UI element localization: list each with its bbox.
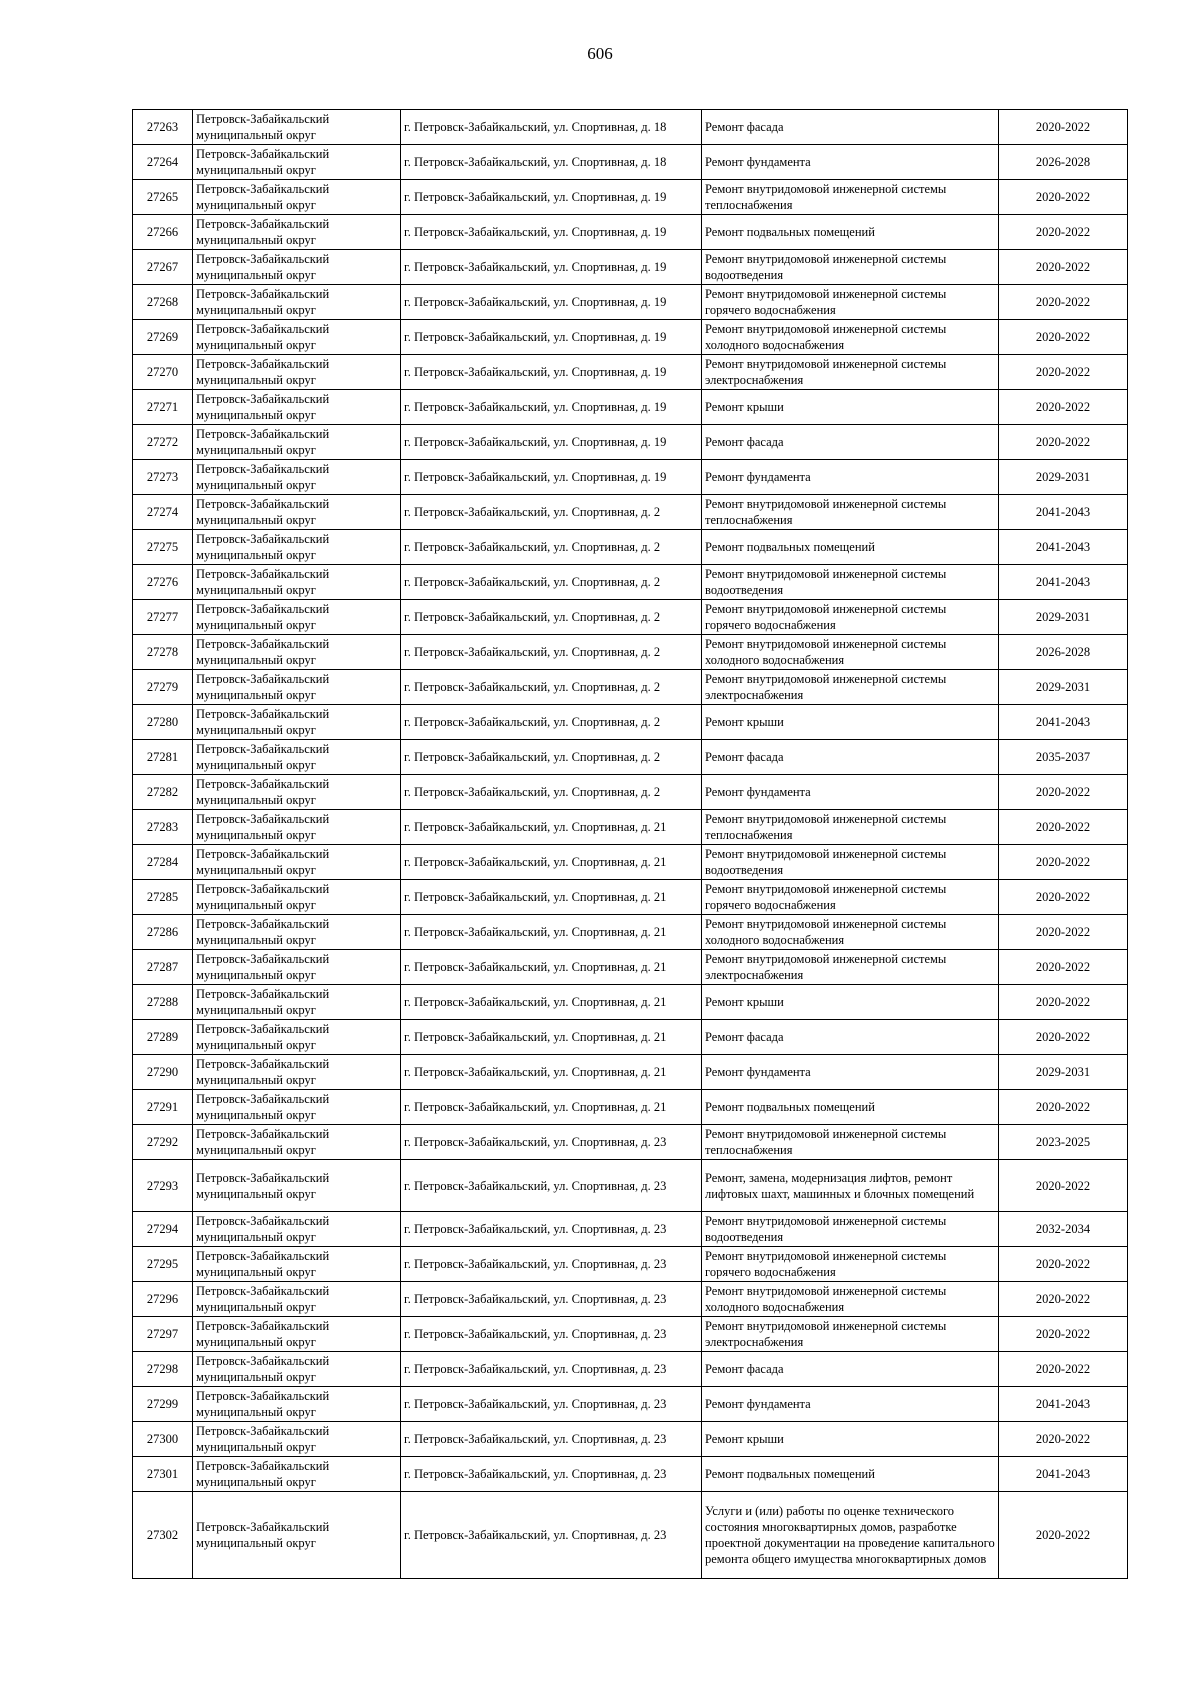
- district-cell: Петровск-Забайкальский муниципальный округ: [193, 1247, 401, 1282]
- period-cell: 2020-2022: [999, 1317, 1128, 1352]
- work-type-cell: Ремонт фасада: [702, 1020, 999, 1055]
- district-cell: Петровск-Забайкальский муниципальный округ: [193, 1352, 401, 1387]
- address-cell: г. Петровск-Забайкальский, ул. Спортивная, д. 2: [401, 670, 702, 705]
- address-cell: г. Петровск-Забайкальский, ул. Спортивная, д. 21: [401, 880, 702, 915]
- address-cell: г. Петровск-Забайкальский, ул. Спортивная, д. 23: [401, 1212, 702, 1247]
- table-row: [133, 1125, 1128, 1160]
- table-row: [133, 635, 1128, 670]
- district-cell: Петровск-Забайкальский муниципальный округ: [193, 1212, 401, 1247]
- table-row: [133, 320, 1128, 355]
- district-cell: Петровск-Забайкальский муниципальный округ: [193, 215, 401, 250]
- period-cell: 2020-2022: [999, 1020, 1128, 1055]
- period-cell: 2026-2028: [999, 635, 1128, 670]
- table-row: [133, 810, 1128, 845]
- work-type-cell: Ремонт внутридомовой инженерной системы теплоснабжения: [702, 495, 999, 530]
- work-type-cell: Ремонт подвальных помещений: [702, 215, 999, 250]
- row-number-cell: 27302: [133, 1492, 193, 1579]
- work-type-cell: Ремонт фундамента: [702, 460, 999, 495]
- district-cell: Петровск-Забайкальский муниципальный округ: [193, 425, 401, 460]
- work-type-cell: Ремонт внутридомовой инженерной системы холодного водоснабжения: [702, 915, 999, 950]
- work-type-cell: Ремонт внутридомовой инженерной системы горячего водоснабжения: [702, 1247, 999, 1282]
- address-cell: г. Петровск-Забайкальский, ул. Спортивная, д. 21: [401, 1090, 702, 1125]
- work-type-cell: Ремонт внутридомовой инженерной системы холодного водоснабжения: [702, 635, 999, 670]
- district-cell: Петровск-Забайкальский муниципальный округ: [193, 1317, 401, 1352]
- row-number-cell: 27281: [133, 740, 193, 775]
- work-type-cell: Ремонт фасада: [702, 1352, 999, 1387]
- period-cell: 2020-2022: [999, 775, 1128, 810]
- address-cell: г. Петровск-Забайкальский, ул. Спортивная, д. 2: [401, 635, 702, 670]
- district-cell: Петровск-Забайкальский муниципальный округ: [193, 810, 401, 845]
- row-number-cell: 27266: [133, 215, 193, 250]
- table-row: [133, 1055, 1128, 1090]
- address-cell: г. Петровск-Забайкальский, ул. Спортивная, д. 23: [401, 1387, 702, 1422]
- district-cell: Петровск-Забайкальский муниципальный округ: [193, 495, 401, 530]
- district-cell: Петровск-Забайкальский муниципальный округ: [193, 600, 401, 635]
- period-cell: 2020-2022: [999, 110, 1128, 145]
- table-row: [133, 1020, 1128, 1055]
- period-cell: 2041-2043: [999, 530, 1128, 565]
- work-type-cell: Ремонт подвальных помещений: [702, 1090, 999, 1125]
- period-cell: 2020-2022: [999, 285, 1128, 320]
- table-row: [133, 985, 1128, 1020]
- row-number-cell: 27267: [133, 250, 193, 285]
- period-cell: 2020-2022: [999, 1247, 1128, 1282]
- work-type-cell: Ремонт внутридомовой инженерной системы холодного водоснабжения: [702, 1282, 999, 1317]
- table-row: [133, 180, 1128, 215]
- row-number-cell: 27286: [133, 915, 193, 950]
- period-cell: 2020-2022: [999, 425, 1128, 460]
- row-number-cell: 27294: [133, 1212, 193, 1247]
- address-cell: г. Петровск-Забайкальский, ул. Спортивная, д. 23: [401, 1125, 702, 1160]
- table-row: [133, 1422, 1128, 1457]
- work-type-cell: Ремонт фасада: [702, 740, 999, 775]
- district-cell: Петровск-Забайкальский муниципальный округ: [193, 705, 401, 740]
- row-number-cell: 27271: [133, 390, 193, 425]
- row-number-cell: 27297: [133, 1317, 193, 1352]
- address-cell: г. Петровск-Забайкальский, ул. Спортивная, д. 23: [401, 1352, 702, 1387]
- period-cell: 2029-2031: [999, 670, 1128, 705]
- work-type-cell: Ремонт внутридомовой инженерной системы водоотведения: [702, 250, 999, 285]
- row-number-cell: 27289: [133, 1020, 193, 1055]
- row-number-cell: 27278: [133, 635, 193, 670]
- row-number-cell: 27273: [133, 460, 193, 495]
- work-type-cell: Ремонт фасада: [702, 110, 999, 145]
- address-cell: г. Петровск-Забайкальский, ул. Спортивная, д. 2: [401, 565, 702, 600]
- period-cell: 2020-2022: [999, 355, 1128, 390]
- table-row: [133, 880, 1128, 915]
- row-number-cell: 27274: [133, 495, 193, 530]
- work-type-cell: Ремонт внутридомовой инженерной системы электроснабжения: [702, 950, 999, 985]
- period-cell: 2020-2022: [999, 1422, 1128, 1457]
- period-cell: 2020-2022: [999, 180, 1128, 215]
- period-cell: 2041-2043: [999, 565, 1128, 600]
- district-cell: Петровск-Забайкальский муниципальный округ: [193, 1055, 401, 1090]
- row-number-cell: 27275: [133, 530, 193, 565]
- district-cell: Петровск-Забайкальский муниципальный округ: [193, 285, 401, 320]
- district-cell: Петровск-Забайкальский муниципальный округ: [193, 1387, 401, 1422]
- address-cell: г. Петровск-Забайкальский, ул. Спортивная, д. 2: [401, 775, 702, 810]
- work-type-cell: Ремонт внутридомовой инженерной системы горячего водоснабжения: [702, 285, 999, 320]
- period-cell: 2041-2043: [999, 1457, 1128, 1492]
- table-row: [133, 1352, 1128, 1387]
- address-cell: г. Петровск-Забайкальский, ул. Спортивная, д. 19: [401, 355, 702, 390]
- work-type-cell: Услуги и (или) работы по оценке технического состояния многоквартирных домов, разработке проектной документации на проведение капитального ремонта общего имущества многоквартирных домов: [702, 1492, 999, 1579]
- table-row: [133, 1160, 1128, 1212]
- period-cell: 2020-2022: [999, 390, 1128, 425]
- row-number-cell: 27265: [133, 180, 193, 215]
- table-row: [133, 110, 1128, 145]
- district-cell: Петровск-Забайкальский муниципальный округ: [193, 1020, 401, 1055]
- row-number-cell: 27299: [133, 1387, 193, 1422]
- row-number-cell: 27288: [133, 985, 193, 1020]
- table-row: [133, 250, 1128, 285]
- district-cell: Петровск-Забайкальский муниципальный округ: [193, 145, 401, 180]
- address-cell: г. Петровск-Забайкальский, ул. Спортивная, д. 2: [401, 740, 702, 775]
- address-cell: г. Петровск-Забайкальский, ул. Спортивная, д. 19: [401, 460, 702, 495]
- period-cell: 2029-2031: [999, 600, 1128, 635]
- address-cell: г. Петровск-Забайкальский, ул. Спортивная, д. 2: [401, 530, 702, 565]
- district-cell: Петровск-Забайкальский муниципальный округ: [193, 635, 401, 670]
- row-number-cell: 27282: [133, 775, 193, 810]
- address-cell: г. Петровск-Забайкальский, ул. Спортивная, д. 21: [401, 985, 702, 1020]
- row-number-cell: 27283: [133, 810, 193, 845]
- period-cell: 2020-2022: [999, 1282, 1128, 1317]
- period-cell: 2020-2022: [999, 880, 1128, 915]
- row-number-cell: 27295: [133, 1247, 193, 1282]
- row-number-cell: 27284: [133, 845, 193, 880]
- row-number-cell: 27301: [133, 1457, 193, 1492]
- address-cell: г. Петровск-Забайкальский, ул. Спортивная, д. 19: [401, 285, 702, 320]
- district-cell: Петровск-Забайкальский муниципальный округ: [193, 180, 401, 215]
- district-cell: Петровск-Забайкальский муниципальный округ: [193, 1492, 401, 1579]
- table-row: [133, 740, 1128, 775]
- address-cell: г. Петровск-Забайкальский, ул. Спортивная, д. 23: [401, 1492, 702, 1579]
- district-cell: Петровск-Забайкальский муниципальный округ: [193, 1090, 401, 1125]
- address-cell: г. Петровск-Забайкальский, ул. Спортивная, д. 21: [401, 845, 702, 880]
- work-type-cell: Ремонт внутридомовой инженерной системы горячего водоснабжения: [702, 880, 999, 915]
- row-number-cell: 27277: [133, 600, 193, 635]
- row-number-cell: 27264: [133, 145, 193, 180]
- work-type-cell: Ремонт внутридомовой инженерной системы электроснабжения: [702, 670, 999, 705]
- address-cell: г. Петровск-Забайкальский, ул. Спортивная, д. 19: [401, 180, 702, 215]
- work-type-cell: Ремонт внутридомовой инженерной системы теплоснабжения: [702, 810, 999, 845]
- district-cell: Петровск-Забайкальский муниципальный округ: [193, 320, 401, 355]
- repair-schedule-table: [132, 109, 1128, 1579]
- district-cell: Петровск-Забайкальский муниципальный округ: [193, 915, 401, 950]
- work-type-cell: Ремонт крыши: [702, 705, 999, 740]
- table-row: [133, 915, 1128, 950]
- district-cell: Петровск-Забайкальский муниципальный округ: [193, 845, 401, 880]
- row-number-cell: 27270: [133, 355, 193, 390]
- row-number-cell: 27300: [133, 1422, 193, 1457]
- address-cell: г. Петровск-Забайкальский, ул. Спортивная, д. 19: [401, 250, 702, 285]
- table-row: [133, 460, 1128, 495]
- district-cell: Петровск-Забайкальский муниципальный округ: [193, 460, 401, 495]
- work-type-cell: Ремонт крыши: [702, 985, 999, 1020]
- row-number-cell: 27268: [133, 285, 193, 320]
- address-cell: г. Петровск-Забайкальский, ул. Спортивная, д. 21: [401, 1055, 702, 1090]
- district-cell: Петровск-Забайкальский муниципальный округ: [193, 1160, 401, 1212]
- period-cell: 2020-2022: [999, 810, 1128, 845]
- table-row: [133, 1387, 1128, 1422]
- district-cell: Петровск-Забайкальский муниципальный округ: [193, 985, 401, 1020]
- row-number-cell: 27263: [133, 110, 193, 145]
- row-number-cell: 27279: [133, 670, 193, 705]
- work-type-cell: Ремонт внутридомовой инженерной системы электроснабжения: [702, 355, 999, 390]
- address-cell: г. Петровск-Забайкальский, ул. Спортивная, д. 19: [401, 215, 702, 250]
- work-type-cell: Ремонт фундамента: [702, 1387, 999, 1422]
- address-cell: г. Петровск-Забайкальский, ул. Спортивная, д. 23: [401, 1422, 702, 1457]
- period-cell: 2020-2022: [999, 1492, 1128, 1579]
- period-cell: 2020-2022: [999, 215, 1128, 250]
- table-row: [133, 390, 1128, 425]
- row-number-cell: 27287: [133, 950, 193, 985]
- table-row: [133, 950, 1128, 985]
- row-number-cell: 27285: [133, 880, 193, 915]
- work-type-cell: Ремонт внутридомовой инженерной системы электроснабжения: [702, 1317, 999, 1352]
- period-cell: 2020-2022: [999, 1090, 1128, 1125]
- page-number: 606: [587, 44, 613, 63]
- table-row: [133, 845, 1128, 880]
- period-cell: 2020-2022: [999, 320, 1128, 355]
- period-cell: 2032-2034: [999, 1212, 1128, 1247]
- work-type-cell: Ремонт фундамента: [702, 1055, 999, 1090]
- period-cell: 2020-2022: [999, 950, 1128, 985]
- period-cell: 2035-2037: [999, 740, 1128, 775]
- table-row: [133, 1317, 1128, 1352]
- work-type-cell: Ремонт внутридомовой инженерной системы горячего водоснабжения: [702, 600, 999, 635]
- period-cell: 2041-2043: [999, 705, 1128, 740]
- work-type-cell: Ремонт внутридомовой инженерной системы холодного водоснабжения: [702, 320, 999, 355]
- district-cell: Петровск-Забайкальский муниципальный округ: [193, 740, 401, 775]
- district-cell: Петровск-Забайкальский муниципальный округ: [193, 1422, 401, 1457]
- address-cell: г. Петровск-Забайкальский, ул. Спортивная, д. 21: [401, 1020, 702, 1055]
- table-row: [133, 565, 1128, 600]
- table-row: [133, 1090, 1128, 1125]
- row-number-cell: 27292: [133, 1125, 193, 1160]
- district-cell: Петровск-Забайкальский муниципальный округ: [193, 530, 401, 565]
- district-cell: Петровск-Забайкальский муниципальный округ: [193, 110, 401, 145]
- address-cell: г. Петровск-Забайкальский, ул. Спортивная, д. 18: [401, 145, 702, 180]
- table-row: [133, 775, 1128, 810]
- address-cell: г. Петровск-Забайкальский, ул. Спортивная, д. 21: [401, 950, 702, 985]
- row-number-cell: 27293: [133, 1160, 193, 1212]
- period-cell: 2023-2025: [999, 1125, 1128, 1160]
- district-cell: Петровск-Забайкальский муниципальный округ: [193, 950, 401, 985]
- district-cell: Петровск-Забайкальский муниципальный округ: [193, 565, 401, 600]
- period-cell: 2041-2043: [999, 495, 1128, 530]
- table-row: [133, 1282, 1128, 1317]
- row-number-cell: 27272: [133, 425, 193, 460]
- work-type-cell: Ремонт внутридомовой инженерной системы водоотведения: [702, 845, 999, 880]
- address-cell: г. Петровск-Забайкальский, ул. Спортивная, д. 23: [401, 1247, 702, 1282]
- table-row: [133, 355, 1128, 390]
- table-row: [133, 670, 1128, 705]
- table-row: [133, 530, 1128, 565]
- period-cell: 2020-2022: [999, 915, 1128, 950]
- district-cell: Петровск-Забайкальский муниципальный округ: [193, 1125, 401, 1160]
- address-cell: г. Петровск-Забайкальский, ул. Спортивная, д. 23: [401, 1457, 702, 1492]
- period-cell: 2020-2022: [999, 845, 1128, 880]
- district-cell: Петровск-Забайкальский муниципальный округ: [193, 250, 401, 285]
- table-row: [133, 1457, 1128, 1492]
- period-cell: 2029-2031: [999, 460, 1128, 495]
- work-type-cell: Ремонт внутридомовой инженерной системы теплоснабжения: [702, 180, 999, 215]
- row-number-cell: 27280: [133, 705, 193, 740]
- address-cell: г. Петровск-Забайкальский, ул. Спортивная, д. 2: [401, 600, 702, 635]
- table-row: [133, 495, 1128, 530]
- district-cell: Петровск-Забайкальский муниципальный округ: [193, 880, 401, 915]
- district-cell: Петровск-Забайкальский муниципальный округ: [193, 390, 401, 425]
- address-cell: г. Петровск-Забайкальский, ул. Спортивная, д. 19: [401, 320, 702, 355]
- address-cell: г. Петровск-Забайкальский, ул. Спортивная, д. 23: [401, 1317, 702, 1352]
- work-type-cell: Ремонт фундамента: [702, 145, 999, 180]
- address-cell: г. Петровск-Забайкальский, ул. Спортивная, д. 23: [401, 1160, 702, 1212]
- row-number-cell: 27276: [133, 565, 193, 600]
- address-cell: г. Петровск-Забайкальский, ул. Спортивная, д. 21: [401, 810, 702, 845]
- address-cell: г. Петровск-Забайкальский, ул. Спортивная, д. 2: [401, 705, 702, 740]
- table-row: [133, 215, 1128, 250]
- work-type-cell: Ремонт внутридомовой инженерной системы водоотведения: [702, 1212, 999, 1247]
- district-cell: Петровск-Забайкальский муниципальный округ: [193, 775, 401, 810]
- work-type-cell: Ремонт подвальных помещений: [702, 1457, 999, 1492]
- district-cell: Петровск-Забайкальский муниципальный округ: [193, 1282, 401, 1317]
- period-cell: 2029-2031: [999, 1055, 1128, 1090]
- period-cell: 2026-2028: [999, 145, 1128, 180]
- district-cell: Петровск-Забайкальский муниципальный округ: [193, 1457, 401, 1492]
- work-type-cell: Ремонт крыши: [702, 1422, 999, 1457]
- table-row: [133, 705, 1128, 740]
- address-cell: г. Петровск-Забайкальский, ул. Спортивная, д. 23: [401, 1282, 702, 1317]
- work-type-cell: Ремонт внутридомовой инженерной системы теплоснабжения: [702, 1125, 999, 1160]
- table-row: [133, 425, 1128, 460]
- period-cell: 2020-2022: [999, 1160, 1128, 1212]
- table-body: [133, 110, 1128, 1579]
- work-type-cell: Ремонт фасада: [702, 425, 999, 460]
- period-cell: 2020-2022: [999, 1352, 1128, 1387]
- work-type-cell: Ремонт, замена, модернизация лифтов, ремонт лифтовых шахт, машинных и блочных помещений: [702, 1160, 999, 1212]
- table-row: [133, 600, 1128, 635]
- work-type-cell: Ремонт фундамента: [702, 775, 999, 810]
- address-cell: г. Петровск-Забайкальский, ул. Спортивная, д. 21: [401, 915, 702, 950]
- work-type-cell: Ремонт подвальных помещений: [702, 530, 999, 565]
- row-number-cell: 27290: [133, 1055, 193, 1090]
- row-number-cell: 27296: [133, 1282, 193, 1317]
- work-type-cell: Ремонт внутридомовой инженерной системы водоотведения: [702, 565, 999, 600]
- address-cell: г. Петровск-Забайкальский, ул. Спортивная, д. 19: [401, 390, 702, 425]
- table-row: [133, 145, 1128, 180]
- district-cell: Петровск-Забайкальский муниципальный округ: [193, 355, 401, 390]
- table-row: [133, 1247, 1128, 1282]
- table-row: [133, 285, 1128, 320]
- work-type-cell: Ремонт крыши: [702, 390, 999, 425]
- row-number-cell: 27291: [133, 1090, 193, 1125]
- district-cell: Петровск-Забайкальский муниципальный округ: [193, 670, 401, 705]
- row-number-cell: 27269: [133, 320, 193, 355]
- period-cell: 2020-2022: [999, 985, 1128, 1020]
- table-row: [133, 1492, 1128, 1579]
- row-number-cell: 27298: [133, 1352, 193, 1387]
- period-cell: 2020-2022: [999, 250, 1128, 285]
- table-row: [133, 1212, 1128, 1247]
- address-cell: г. Петровск-Забайкальский, ул. Спортивная, д. 18: [401, 110, 702, 145]
- address-cell: г. Петровск-Забайкальский, ул. Спортивная, д. 2: [401, 495, 702, 530]
- period-cell: 2041-2043: [999, 1387, 1128, 1422]
- address-cell: г. Петровск-Забайкальский, ул. Спортивная, д. 19: [401, 425, 702, 460]
